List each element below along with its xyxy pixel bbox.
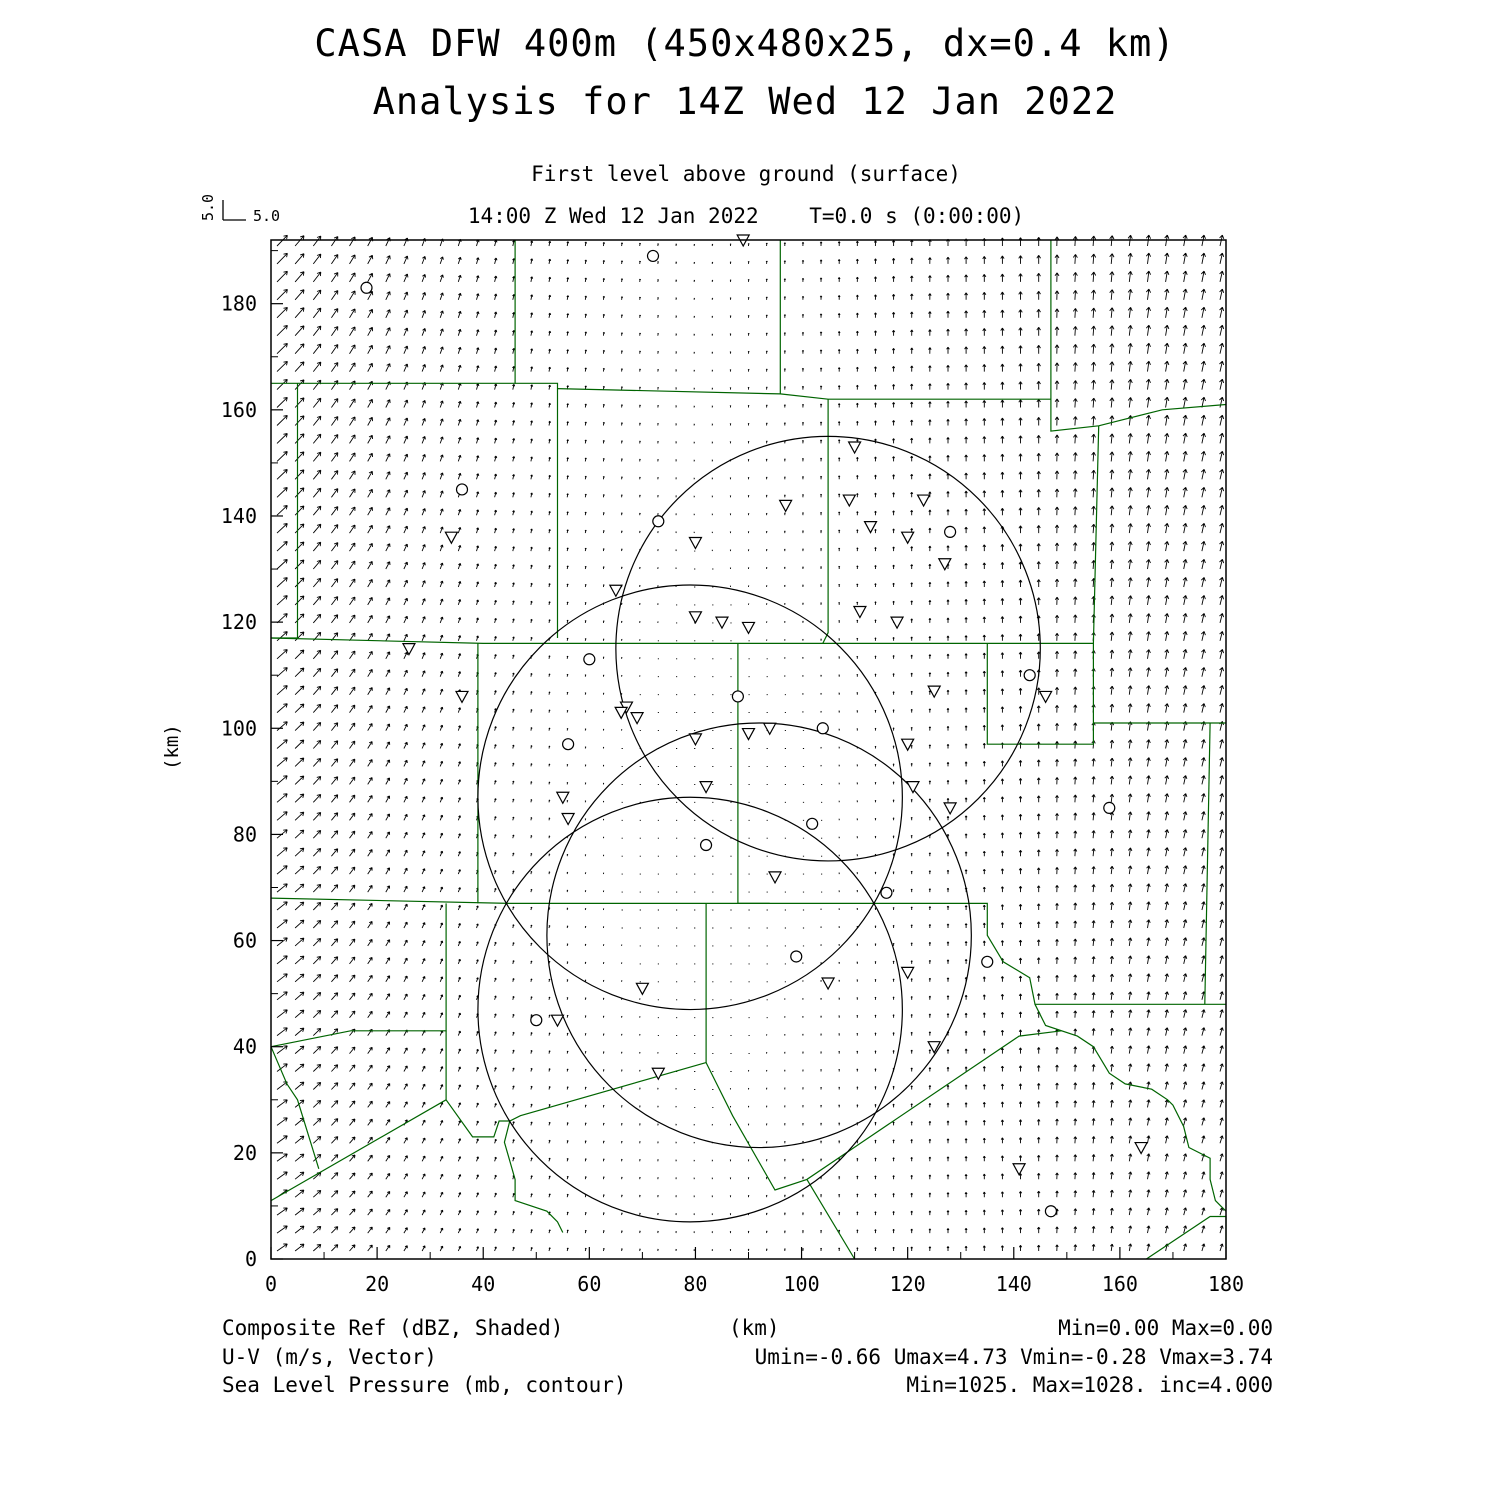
- county-line: [271, 383, 298, 638]
- county-line: [271, 903, 446, 1046]
- station-triangle-marker: [902, 532, 914, 543]
- county-line: [807, 1179, 855, 1259]
- y-tick-label: 80: [232, 822, 257, 847]
- vector-key-v-label: 5.0: [199, 193, 217, 221]
- station-triangle-marker: [700, 782, 712, 793]
- station-triangle-marker: [1135, 1143, 1147, 1154]
- station-triangle-marker: [891, 617, 903, 628]
- county-line: [1205, 723, 1210, 1004]
- vector-key-u-label: 5.0: [253, 207, 281, 225]
- y-tick-label: 20: [232, 1140, 257, 1165]
- station-circle-marker: [881, 887, 892, 898]
- station-triangle-marker: [716, 617, 728, 628]
- wind-vectors: [277, 235, 1224, 1251]
- time-line: 14:00 Z Wed 12 Jan 2022 T=0.0 s (0:00:00): [467, 204, 1025, 228]
- footer-ref-minmax: Min=0.00 Max=0.00: [1058, 1316, 1273, 1340]
- y-tick-label: 40: [232, 1034, 257, 1059]
- x-tick-label: 120: [889, 1272, 926, 1296]
- station-circle-marker: [1024, 670, 1035, 681]
- station-circle-marker: [361, 282, 372, 293]
- station-circle-marker: [653, 516, 664, 527]
- footer-uv-minmax: Umin=-0.66 Umax=4.73 Vmin=-0.28 Vmax=3.74: [754, 1345, 1273, 1369]
- station-triangle-marker: [843, 495, 855, 506]
- x-tick-label: 180: [1207, 1272, 1245, 1296]
- station-triangle-marker: [631, 713, 643, 724]
- station-triangle-marker: [403, 644, 415, 655]
- station-triangle-marker: [769, 872, 781, 883]
- x-tick-label: 100: [783, 1272, 820, 1296]
- county-line: [446, 903, 706, 1137]
- station-triangle-marker: [610, 585, 622, 596]
- station-circle-marker: [945, 526, 956, 537]
- county-line: [515, 383, 557, 638]
- station-triangle-marker: [562, 813, 574, 824]
- station-circle-marker: [817, 723, 828, 734]
- station-triangle-marker: [1040, 691, 1052, 702]
- vector-key: [199, 194, 280, 225]
- x-tick-label: 0: [264, 1272, 278, 1296]
- station-triangle-marker: [552, 1015, 564, 1026]
- y-tick-label: 60: [232, 928, 257, 953]
- station-triangle-marker: [780, 500, 792, 511]
- county-line: [1051, 399, 1226, 431]
- y-tick-label: 0: [244, 1247, 257, 1271]
- station-circle-marker: [732, 691, 743, 702]
- station-triangle-marker: [902, 967, 914, 978]
- station-circle-marker: [457, 484, 468, 495]
- county-line: [1093, 426, 1226, 723]
- station-triangle-marker: [854, 607, 866, 618]
- x-tick-label: 20: [365, 1272, 390, 1296]
- y-tick-label: 180: [220, 291, 257, 316]
- title-line-2: Analysis for 14Z Wed 12 Jan 2022: [372, 80, 1118, 123]
- y-axis-label: (km): [161, 724, 183, 770]
- station-triangle-marker: [689, 612, 701, 623]
- station-triangle-marker: [1013, 1164, 1025, 1175]
- footer-slp-minmax: Min=1025. Max=1028. inc=4.000: [906, 1373, 1273, 1397]
- station-triangle-marker: [445, 532, 457, 543]
- x-tick-label: 160: [1101, 1272, 1138, 1296]
- station-triangle-marker: [636, 983, 648, 994]
- x-tick-label: 60: [577, 1272, 602, 1296]
- station-triangle-marker: [456, 691, 468, 702]
- wind-vector-field: [277, 235, 1224, 1251]
- x-axis-label: (km): [729, 1316, 780, 1340]
- county-line: [271, 1100, 446, 1201]
- county-line: [271, 1047, 319, 1169]
- y-tick-label: 140: [220, 503, 257, 528]
- station-circle-marker: [807, 818, 818, 829]
- station-circle-marker: [531, 1015, 542, 1026]
- x-tick-label: 140: [995, 1272, 1032, 1296]
- county-line: [706, 1031, 1061, 1190]
- station-triangle-marker: [944, 803, 956, 814]
- x-tick-label: 80: [683, 1272, 708, 1296]
- county-line: [1146, 1217, 1226, 1260]
- station-triangle-marker: [822, 978, 834, 989]
- x-tick-label: 40: [471, 1272, 496, 1296]
- y-tick-label: 120: [220, 610, 257, 635]
- station-circle-marker: [563, 739, 574, 750]
- observation-stations: [361, 235, 1147, 1217]
- station-triangle-marker: [689, 734, 701, 745]
- station-circle-marker: [1104, 802, 1115, 813]
- station-triangle-marker: [689, 538, 701, 549]
- station-triangle-marker: [764, 723, 776, 734]
- station-circle-marker: [648, 250, 659, 261]
- station-triangle-marker: [939, 559, 951, 570]
- station-triangle-marker: [743, 622, 755, 633]
- radar-ring: [547, 723, 971, 1148]
- y-tick-label: 160: [220, 397, 257, 422]
- station-triangle-marker: [907, 782, 919, 793]
- station-circle-marker: [791, 951, 802, 962]
- county-line: [558, 240, 1051, 399]
- station-triangle-marker: [849, 442, 861, 453]
- station-triangle-marker: [743, 729, 755, 740]
- station-triangle-marker: [918, 495, 930, 506]
- footer-slp-label: Sea Level Pressure (mb, contour): [222, 1373, 627, 1397]
- county-line: [738, 643, 770, 903]
- axis-ticks: [221, 251, 1244, 1296]
- footer-ref-label: Composite Ref (dBZ, Shaded): [222, 1316, 564, 1340]
- footer-uv-label: U-V (m/s, Vector): [222, 1345, 437, 1369]
- station-triangle-marker: [865, 522, 877, 533]
- county-line: [271, 898, 1226, 1004]
- county-line: [271, 638, 1093, 643]
- title-line-1: CASA DFW 400m (450x480x25, dx=0.4 km): [314, 22, 1176, 65]
- station-circle-marker: [584, 654, 595, 665]
- station-triangle-marker: [902, 739, 914, 750]
- station-circle-marker: [982, 956, 993, 967]
- station-circle-marker: [701, 840, 712, 851]
- y-tick-label: 100: [220, 716, 257, 741]
- subtitle: First level above ground (surface): [531, 162, 961, 186]
- station-circle-marker: [1045, 1206, 1056, 1217]
- county-line: [1035, 1004, 1226, 1211]
